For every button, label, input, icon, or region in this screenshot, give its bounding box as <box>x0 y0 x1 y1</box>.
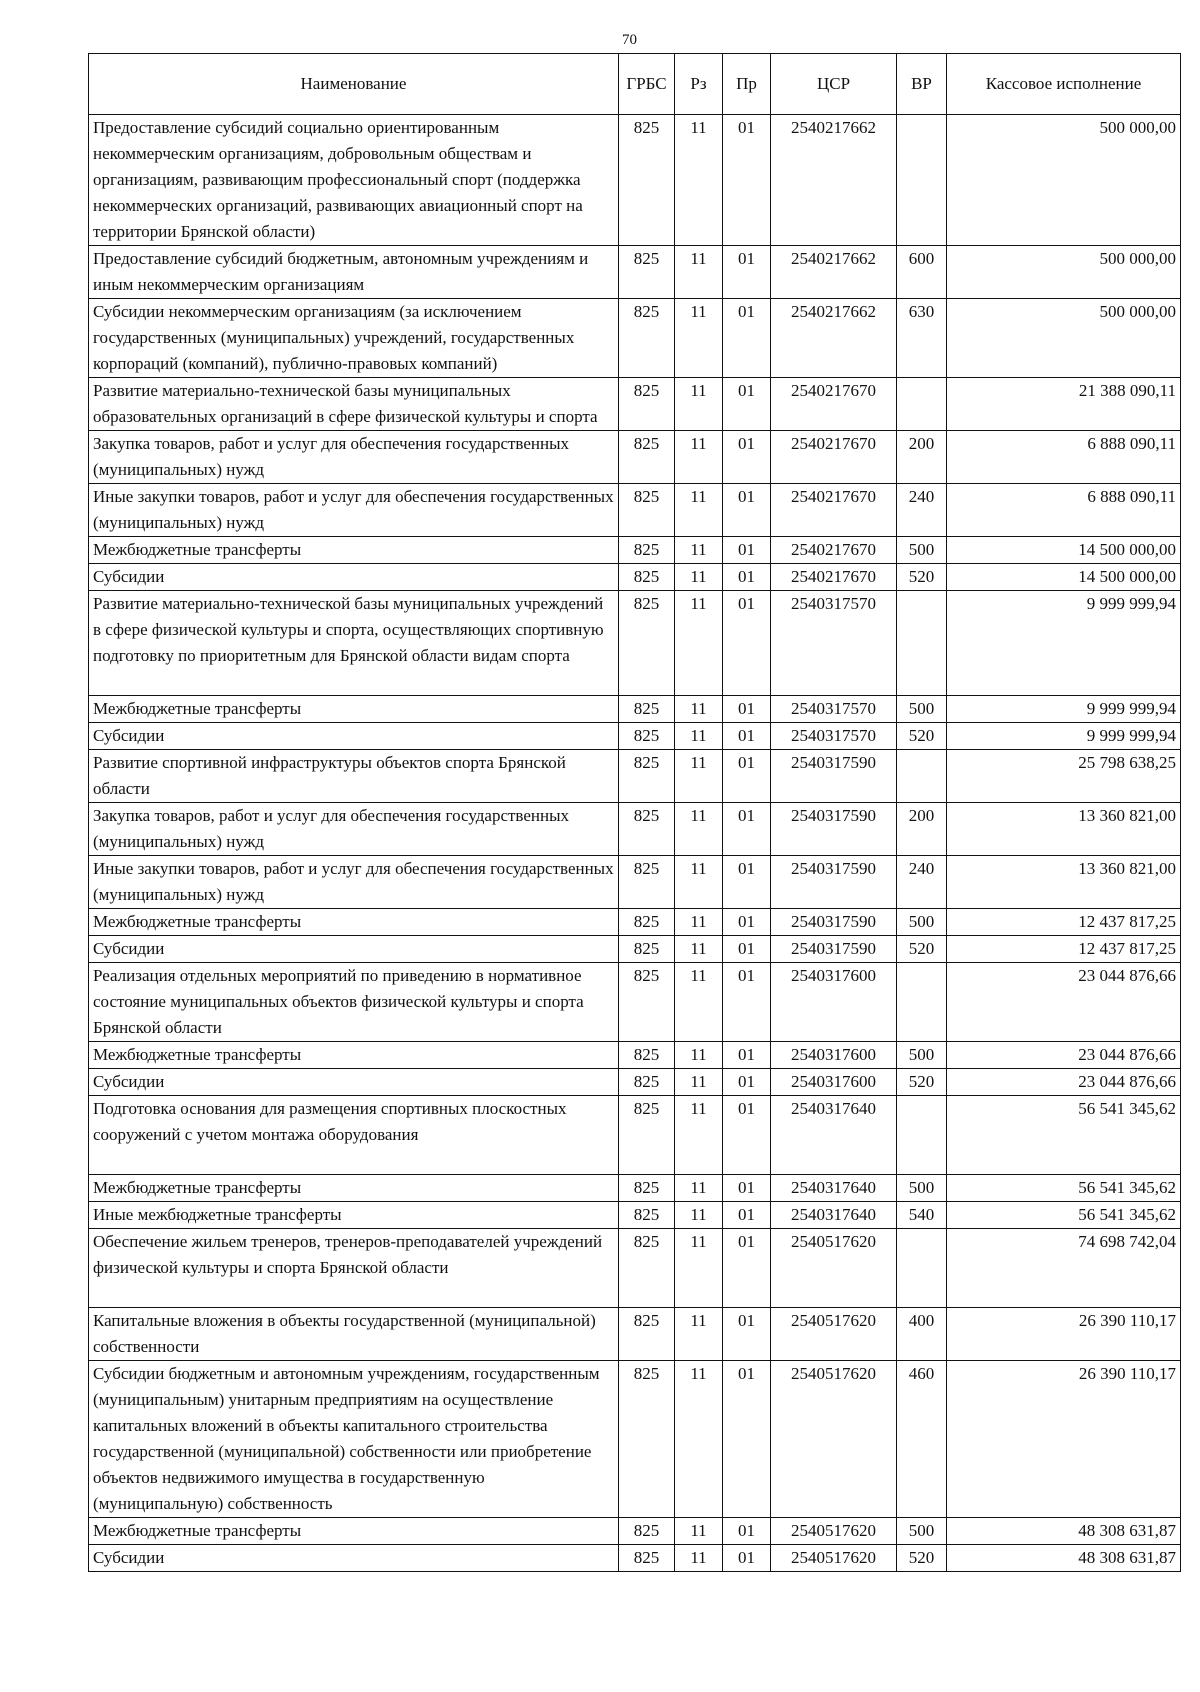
cell-grbs: 825 <box>619 963 675 1042</box>
cell-csr: 2540317600 <box>771 1042 897 1069</box>
cell-vr <box>897 963 947 1042</box>
cell-csr: 2540517620 <box>771 1518 897 1545</box>
cell-vr: 500 <box>897 1518 947 1545</box>
cell-vr: 500 <box>897 909 947 936</box>
header-csr: ЦСР <box>771 54 897 115</box>
cell-grbs: 825 <box>619 856 675 909</box>
table-row <box>89 1229 1181 1308</box>
cell-amount: 48 308 631,87 <box>947 1518 1181 1545</box>
cell-pr: 01 <box>723 1361 771 1518</box>
cell-rz: 11 <box>675 1096 723 1175</box>
cell-vr <box>897 1229 947 1308</box>
cell-name: Реализация отдельных мероприятий по приведению в нормативное состояние муниципальных объектов физической культуры и спорта Брянской области <box>89 963 619 1042</box>
cell-vr <box>897 1096 947 1175</box>
cell-csr: 2540317590 <box>771 909 897 936</box>
cell-grbs: 825 <box>619 1229 675 1308</box>
cell-rz: 11 <box>675 723 723 750</box>
cell-rz: 11 <box>675 963 723 1042</box>
cell-name: Развитие материально-технической базы муниципальных образовательных организаций в сфере физической культуры и спорта <box>89 378 619 431</box>
cell-name: Субсидии <box>89 1545 619 1572</box>
table-row <box>89 246 1181 299</box>
cell-name: Предоставление субсидий бюджетным, автономным учреждениям и иным некоммерческим организациям <box>89 246 619 299</box>
cell-csr: 2540317600 <box>771 963 897 1042</box>
cell-amount: 13 360 821,00 <box>947 803 1181 856</box>
cell-rz: 11 <box>675 115 723 246</box>
cell-csr: 2540217662 <box>771 246 897 299</box>
cell-csr: 2540317570 <box>771 696 897 723</box>
cell-rz: 11 <box>675 1229 723 1308</box>
cell-vr <box>897 591 947 696</box>
cell-csr: 2540217670 <box>771 431 897 484</box>
cell-pr: 01 <box>723 246 771 299</box>
cell-vr: 200 <box>897 431 947 484</box>
table-row <box>89 299 1181 378</box>
cell-csr: 2540317600 <box>771 1069 897 1096</box>
cell-amount: 14 500 000,00 <box>947 537 1181 564</box>
cell-pr: 01 <box>723 696 771 723</box>
table-row <box>89 115 1181 246</box>
cell-rz: 11 <box>675 1069 723 1096</box>
cell-rz: 11 <box>675 378 723 431</box>
cell-vr <box>897 378 947 431</box>
cell-grbs: 825 <box>619 696 675 723</box>
cell-csr: 2540317590 <box>771 803 897 856</box>
table-row <box>89 750 1181 803</box>
table-row <box>89 378 1181 431</box>
table-row <box>89 1361 1181 1518</box>
cell-csr: 2540517620 <box>771 1308 897 1361</box>
cell-amount: 23 044 876,66 <box>947 1042 1181 1069</box>
header-pr: Пр <box>723 54 771 115</box>
cell-name: Субсидии <box>89 564 619 591</box>
cell-name: Развитие материально-технической базы муниципальных учреждений в сфере физической культуры и спорта, осуществляющих спортивную подготовку по приоритетным для Брянской области видам спорта <box>89 591 619 696</box>
cell-pr: 01 <box>723 1545 771 1572</box>
cell-amount: 26 390 110,17 <box>947 1361 1181 1518</box>
cell-grbs: 825 <box>619 115 675 246</box>
cell-amount: 6 888 090,11 <box>947 484 1181 537</box>
cell-rz: 11 <box>675 909 723 936</box>
cell-csr: 2540217670 <box>771 484 897 537</box>
table-row <box>89 1175 1181 1202</box>
table-row <box>89 537 1181 564</box>
cell-name: Межбюджетные трансферты <box>89 1518 619 1545</box>
cell-csr: 2540217670 <box>771 564 897 591</box>
cell-name: Иные межбюджетные трансферты <box>89 1202 619 1229</box>
cell-pr: 01 <box>723 115 771 246</box>
table-row <box>89 1518 1181 1545</box>
table-row <box>89 1096 1181 1175</box>
cell-vr: 520 <box>897 1545 947 1572</box>
cell-amount: 23 044 876,66 <box>947 963 1181 1042</box>
cell-csr: 2540517620 <box>771 1545 897 1572</box>
cell-pr: 01 <box>723 1042 771 1069</box>
table-row <box>89 591 1181 696</box>
cell-amount: 48 308 631,87 <box>947 1545 1181 1572</box>
table-row <box>89 936 1181 963</box>
header-rz: Рз <box>675 54 723 115</box>
cell-pr: 01 <box>723 1175 771 1202</box>
cell-rz: 11 <box>675 1042 723 1069</box>
table-row <box>89 564 1181 591</box>
cell-name: Субсидии <box>89 936 619 963</box>
cell-csr: 2540517620 <box>771 1229 897 1308</box>
budget-execution-table <box>88 53 1181 1572</box>
cell-rz: 11 <box>675 537 723 564</box>
table-header-row <box>89 54 1181 115</box>
cell-amount: 26 390 110,17 <box>947 1308 1181 1361</box>
cell-vr: 520 <box>897 1069 947 1096</box>
cell-csr: 2540217662 <box>771 115 897 246</box>
cell-amount: 9 999 999,94 <box>947 723 1181 750</box>
table-row <box>89 484 1181 537</box>
cell-pr: 01 <box>723 1229 771 1308</box>
cell-rz: 11 <box>675 1308 723 1361</box>
cell-name: Межбюджетные трансферты <box>89 537 619 564</box>
cell-csr: 2540317590 <box>771 856 897 909</box>
cell-csr: 2540217662 <box>771 299 897 378</box>
cell-pr: 01 <box>723 1518 771 1545</box>
cell-amount: 6 888 090,11 <box>947 431 1181 484</box>
page-number: 70 <box>622 32 637 48</box>
cell-pr: 01 <box>723 537 771 564</box>
cell-amount: 12 437 817,25 <box>947 909 1181 936</box>
cell-amount: 9 999 999,94 <box>947 591 1181 696</box>
cell-pr: 01 <box>723 1069 771 1096</box>
cell-grbs: 825 <box>619 1202 675 1229</box>
cell-name: Межбюджетные трансферты <box>89 909 619 936</box>
cell-rz: 11 <box>675 1202 723 1229</box>
cell-grbs: 825 <box>619 803 675 856</box>
cell-amount: 14 500 000,00 <box>947 564 1181 591</box>
cell-pr: 01 <box>723 936 771 963</box>
cell-csr: 2540317640 <box>771 1202 897 1229</box>
cell-rz: 11 <box>675 856 723 909</box>
table-row <box>89 909 1181 936</box>
cell-csr: 2540317590 <box>771 750 897 803</box>
header-grbs: ГРБС <box>619 54 675 115</box>
cell-rz: 11 <box>675 1545 723 1572</box>
cell-pr: 01 <box>723 1202 771 1229</box>
table-row <box>89 696 1181 723</box>
cell-grbs: 825 <box>619 431 675 484</box>
cell-csr: 2540517620 <box>771 1361 897 1518</box>
cell-pr: 01 <box>723 591 771 696</box>
cell-name: Межбюджетные трансферты <box>89 1175 619 1202</box>
cell-rz: 11 <box>675 591 723 696</box>
cell-grbs: 825 <box>619 1308 675 1361</box>
table-row <box>89 1545 1181 1572</box>
cell-amount: 25 798 638,25 <box>947 750 1181 803</box>
table-row <box>89 1202 1181 1229</box>
cell-rz: 11 <box>675 696 723 723</box>
cell-rz: 11 <box>675 484 723 537</box>
table-row <box>89 431 1181 484</box>
cell-name: Капитальные вложения в объекты государственной (муниципальной) собственности <box>89 1308 619 1361</box>
table-row <box>89 723 1181 750</box>
cell-name: Субсидии бюджетным и автономным учреждениям, государственным (муниципальным) унитарным предприятиям на осуществление капитальных вложений в объекты капитального строительства государственной (муниципальной) собственности или приобретение объектов недвижимого имущества в государственную (муниципальную) собственность <box>89 1361 619 1518</box>
cell-vr: 630 <box>897 299 947 378</box>
cell-csr: 2540317640 <box>771 1175 897 1202</box>
table-row <box>89 803 1181 856</box>
cell-grbs: 825 <box>619 299 675 378</box>
table-row <box>89 856 1181 909</box>
cell-grbs: 825 <box>619 909 675 936</box>
cell-pr: 01 <box>723 484 771 537</box>
cell-rz: 11 <box>675 431 723 484</box>
cell-pr: 01 <box>723 856 771 909</box>
cell-name: Субсидии <box>89 1069 619 1096</box>
cell-rz: 11 <box>675 564 723 591</box>
cell-vr: 520 <box>897 564 947 591</box>
cell-name: Иные закупки товаров, работ и услуг для обеспечения государственных (муниципальных) нужд <box>89 856 619 909</box>
cell-vr: 500 <box>897 696 947 723</box>
table-body <box>89 115 1181 1572</box>
cell-vr: 540 <box>897 1202 947 1229</box>
cell-pr: 01 <box>723 378 771 431</box>
table-row <box>89 1042 1181 1069</box>
cell-grbs: 825 <box>619 1069 675 1096</box>
cell-vr: 600 <box>897 246 947 299</box>
cell-amount: 56 541 345,62 <box>947 1175 1181 1202</box>
cell-rz: 11 <box>675 299 723 378</box>
cell-vr: 460 <box>897 1361 947 1518</box>
header-amount: Кассовое исполнение <box>947 54 1181 115</box>
cell-pr: 01 <box>723 299 771 378</box>
cell-vr: 520 <box>897 936 947 963</box>
cell-amount: 12 437 817,25 <box>947 936 1181 963</box>
cell-grbs: 825 <box>619 1042 675 1069</box>
cell-pr: 01 <box>723 723 771 750</box>
cell-pr: 01 <box>723 1096 771 1175</box>
cell-vr <box>897 750 947 803</box>
cell-name: Иные закупки товаров, работ и услуг для обеспечения государственных (муниципальных) нужд <box>89 484 619 537</box>
cell-rz: 11 <box>675 246 723 299</box>
cell-grbs: 825 <box>619 246 675 299</box>
cell-amount: 500 000,00 <box>947 115 1181 246</box>
cell-amount: 500 000,00 <box>947 299 1181 378</box>
cell-rz: 11 <box>675 750 723 803</box>
header-name: Наименование <box>89 54 619 115</box>
cell-grbs: 825 <box>619 1518 675 1545</box>
table-row <box>89 1069 1181 1096</box>
cell-pr: 01 <box>723 963 771 1042</box>
cell-name: Межбюджетные трансферты <box>89 696 619 723</box>
cell-amount: 74 698 742,04 <box>947 1229 1181 1308</box>
cell-grbs: 825 <box>619 537 675 564</box>
cell-amount: 21 388 090,11 <box>947 378 1181 431</box>
cell-rz: 11 <box>675 1175 723 1202</box>
cell-pr: 01 <box>723 1308 771 1361</box>
cell-amount: 500 000,00 <box>947 246 1181 299</box>
cell-name: Обеспечение жильем тренеров, тренеров-преподавателей учреждений физической культуры и спорта Брянской области <box>89 1229 619 1308</box>
cell-grbs: 825 <box>619 564 675 591</box>
cell-amount: 56 541 345,62 <box>947 1202 1181 1229</box>
cell-pr: 01 <box>723 803 771 856</box>
cell-pr: 01 <box>723 750 771 803</box>
cell-grbs: 825 <box>619 484 675 537</box>
cell-csr: 2540317640 <box>771 1096 897 1175</box>
cell-csr: 2540317570 <box>771 723 897 750</box>
cell-amount: 23 044 876,66 <box>947 1069 1181 1096</box>
cell-grbs: 825 <box>619 750 675 803</box>
cell-vr: 500 <box>897 1042 947 1069</box>
cell-name: Субсидии <box>89 723 619 750</box>
cell-name: Субсидии некоммерческим организациям (за исключением государственных (муниципальных) учреждений, государственных корпораций (компаний), публично-правовых компаний) <box>89 299 619 378</box>
cell-rz: 11 <box>675 803 723 856</box>
header-vr: ВР <box>897 54 947 115</box>
cell-grbs: 825 <box>619 1545 675 1572</box>
cell-name: Закупка товаров, работ и услуг для обеспечения государственных (муниципальных) нужд <box>89 803 619 856</box>
table-row <box>89 1308 1181 1361</box>
cell-vr: 240 <box>897 484 947 537</box>
cell-grbs: 825 <box>619 936 675 963</box>
cell-name: Подготовка основания для размещения спортивных плоскостных сооружений с учетом монтажа оборудования <box>89 1096 619 1175</box>
cell-name: Межбюджетные трансферты <box>89 1042 619 1069</box>
table-row <box>89 963 1181 1042</box>
cell-rz: 11 <box>675 936 723 963</box>
cell-vr: 500 <box>897 537 947 564</box>
cell-amount: 9 999 999,94 <box>947 696 1181 723</box>
cell-vr <box>897 115 947 246</box>
cell-grbs: 825 <box>619 1096 675 1175</box>
cell-name: Предоставление субсидий социально ориентированным некоммерческим организациям, добровольным обществам и организациям, развивающим профессиональный спорт (поддержка некоммерческих организаций, развивающих авиационный спорт на территории Брянской области) <box>89 115 619 246</box>
cell-grbs: 825 <box>619 1361 675 1518</box>
cell-vr: 500 <box>897 1175 947 1202</box>
cell-grbs: 825 <box>619 723 675 750</box>
cell-pr: 01 <box>723 564 771 591</box>
cell-vr: 240 <box>897 856 947 909</box>
cell-csr: 2540317570 <box>771 591 897 696</box>
cell-vr: 200 <box>897 803 947 856</box>
cell-csr: 2540217670 <box>771 537 897 564</box>
cell-csr: 2540317590 <box>771 936 897 963</box>
cell-vr: 400 <box>897 1308 947 1361</box>
cell-vr: 520 <box>897 723 947 750</box>
cell-rz: 11 <box>675 1518 723 1545</box>
cell-grbs: 825 <box>619 1175 675 1202</box>
cell-pr: 01 <box>723 431 771 484</box>
cell-amount: 13 360 821,00 <box>947 856 1181 909</box>
cell-name: Развитие спортивной инфраструктуры объектов спорта Брянской области <box>89 750 619 803</box>
cell-grbs: 825 <box>619 378 675 431</box>
cell-pr: 01 <box>723 909 771 936</box>
cell-csr: 2540217670 <box>771 378 897 431</box>
cell-name: Закупка товаров, работ и услуг для обеспечения государственных (муниципальных) нужд <box>89 431 619 484</box>
cell-rz: 11 <box>675 1361 723 1518</box>
cell-amount: 56 541 345,62 <box>947 1096 1181 1175</box>
cell-grbs: 825 <box>619 591 675 696</box>
